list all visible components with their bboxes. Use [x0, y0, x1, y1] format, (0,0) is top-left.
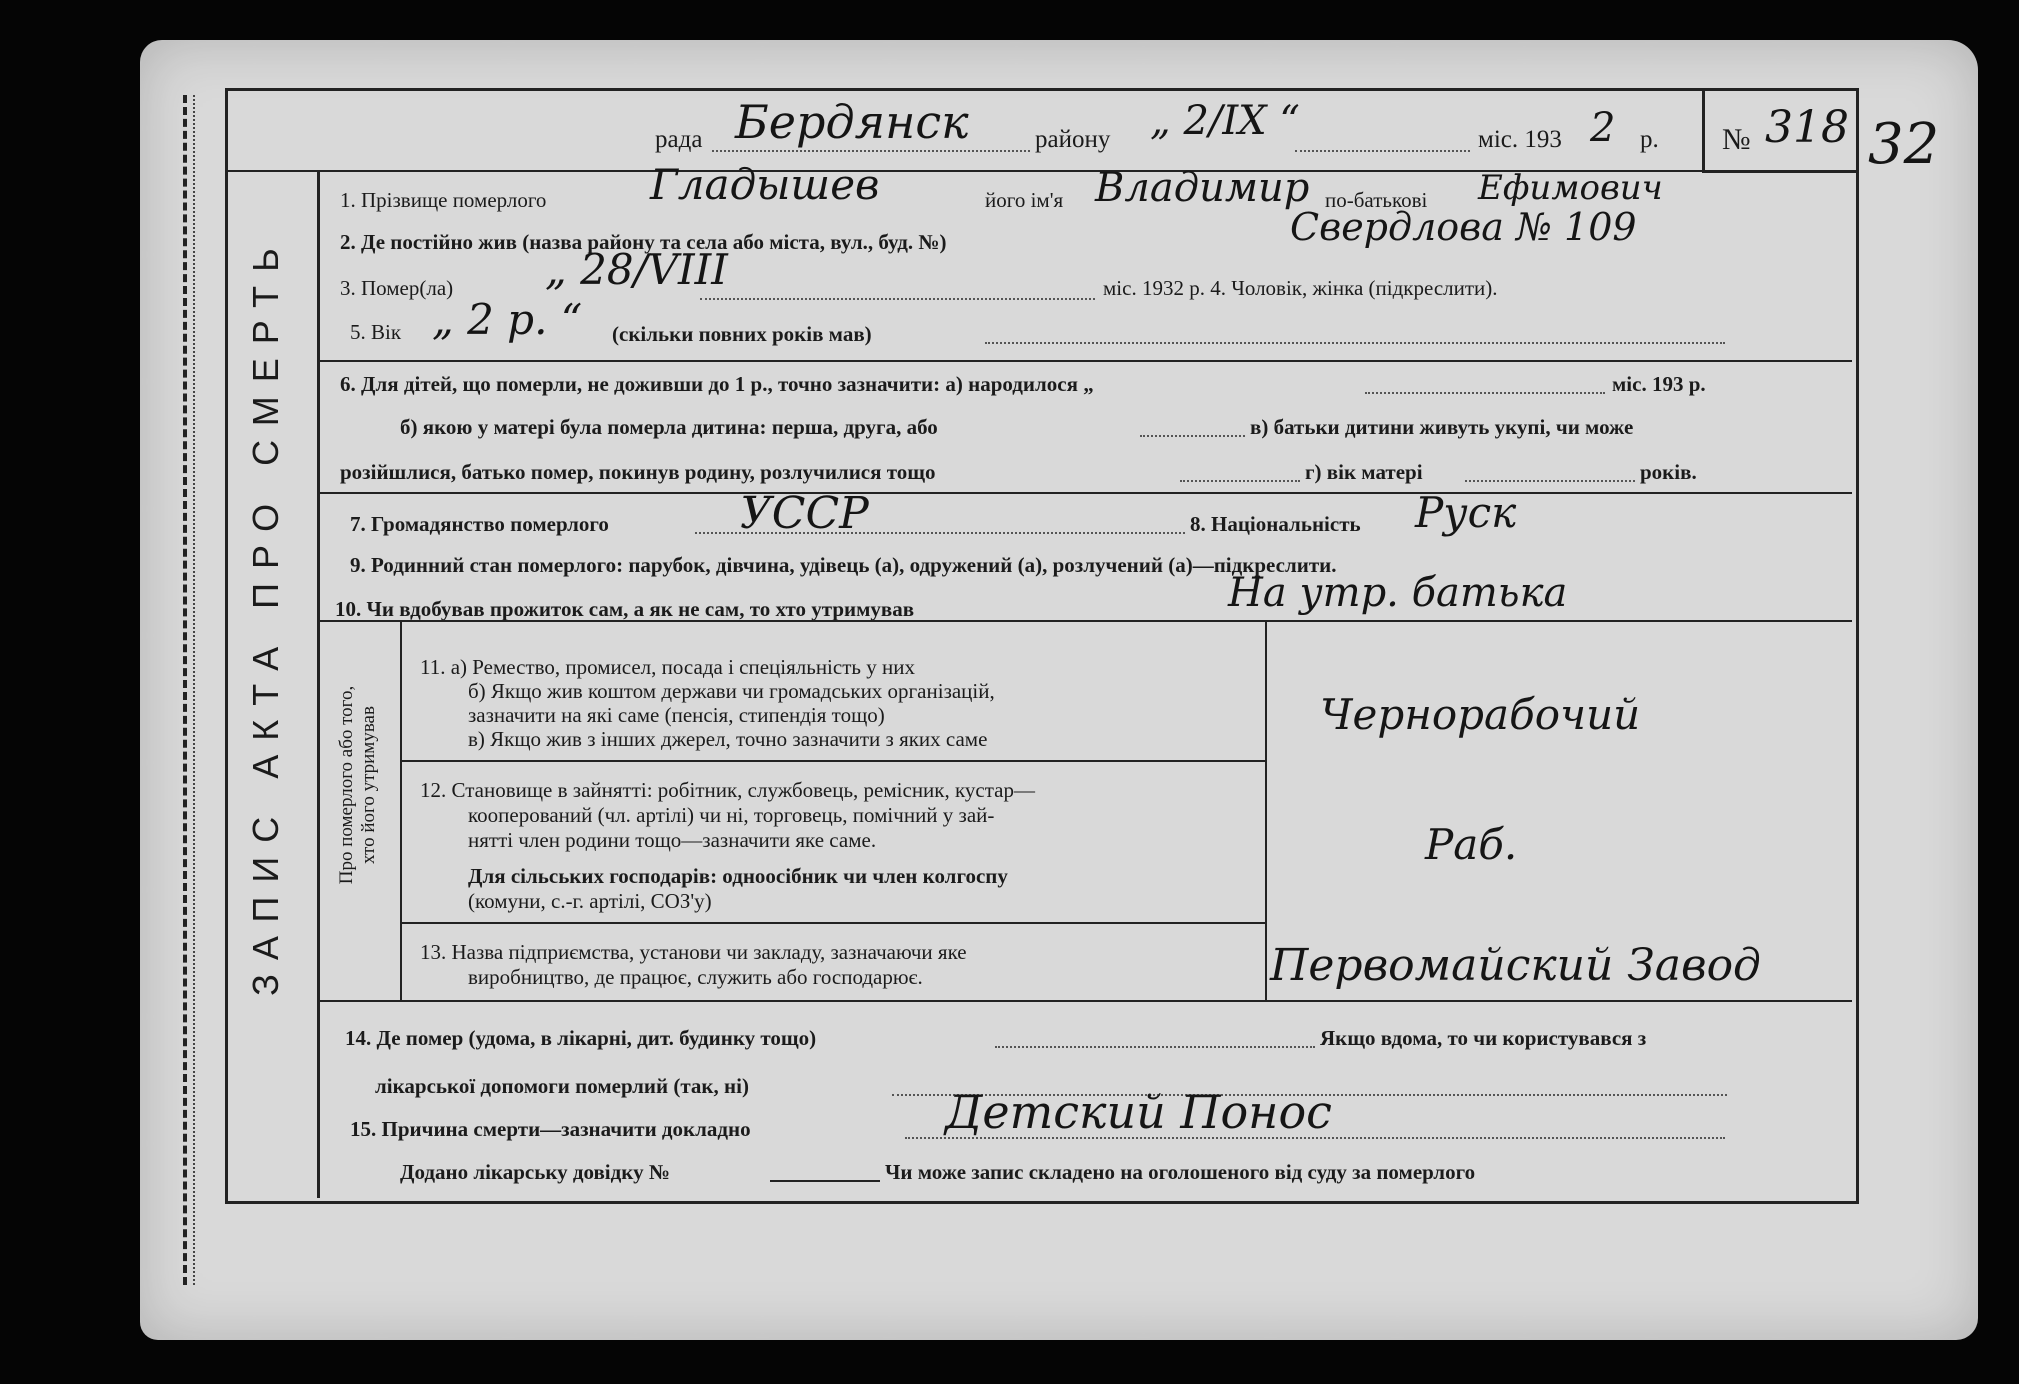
- field-6-line-3-end: років.: [1640, 460, 1697, 484]
- field-9-label: 9. Родинний стан померлого: парубок, дівчина, удівець (а), одружений (а), розлучений (а)—підкреслити.: [350, 553, 1337, 577]
- month-label: міс. 193: [1478, 126, 1562, 153]
- field-11-a: 11. а) Ремество, промисел, посада і спеціяльність у них: [420, 655, 915, 679]
- field-12-line-3: нятті член родини тощо—зазначити яке саме.: [468, 828, 877, 852]
- field-6-line-1: 6. Для дітей, що померли, не доживши до 1 р., точно зазначити: а) народилося „: [340, 372, 1094, 396]
- field-14-line-1: 14. Де помер (удома, в лікарні, дит. будинку тощо): [345, 1026, 817, 1050]
- year-digit: 2: [1590, 105, 1616, 151]
- divider-14: [317, 1000, 1852, 1002]
- field-6-line-2: б) якою у матері була померла дитина: перша, друга, або: [400, 415, 938, 439]
- field-5-value: „ 2 р. “: [432, 295, 583, 344]
- number-value: 318: [1765, 102, 1849, 153]
- field-11-c: в) Якщо жив з інших джерел, точно зазначити з яких саме: [468, 727, 988, 751]
- field-2-label: 2. Де постійно жив (назва району та села або міста, вул., буд. №): [340, 230, 947, 254]
- rada-value: Бердянск: [735, 95, 969, 149]
- field-3-line: [700, 298, 1095, 300]
- field-13-line-2: виробництво, де працює, служить або господарює.: [468, 965, 923, 989]
- field-15-value: Детский Понос: [945, 1085, 1332, 1139]
- field-5-rest: (скільки повних років мав): [612, 322, 872, 346]
- year-suffix: р.: [1640, 126, 1659, 153]
- field-6-line-3: розійшлися, батько помер, покинув родину, розлучилися тощо: [340, 460, 936, 484]
- side-label-line-1: Про померлого або того,: [336, 685, 357, 885]
- perforation-dots: [193, 95, 195, 1285]
- field-14-line-2: лікарської допомоги померлий (так, ні): [375, 1074, 749, 1098]
- divider-13: [400, 922, 1265, 924]
- field-1-label: 1. Прізвище померлого: [340, 188, 547, 212]
- field-1-patronymic: Ефимович: [1478, 168, 1663, 208]
- subtable-value-border: [1265, 620, 1267, 1000]
- footer-court-note: Чи може запис складено на оголошеного від суду за померлого: [885, 1160, 1476, 1184]
- field-5-label: 5. Вік: [350, 320, 402, 344]
- field-7-line: [695, 532, 1185, 534]
- field-7-value: УССР: [740, 488, 869, 539]
- divider-6: [317, 360, 1852, 362]
- field-15-label: 15. Причина смерти—зазначити докладно: [350, 1117, 751, 1141]
- field-2-value: Свердлова № 109: [1290, 205, 1637, 249]
- field-11-b2: зазначити на які саме (пенсія, стипендія тощо): [468, 703, 885, 727]
- field-12-line-2: кооперований (чл. артілі) чи ні, торговець, помічний у зай-: [468, 803, 995, 827]
- field-10-value: На утр. батька: [1228, 570, 1568, 616]
- rada-label: рада: [655, 126, 703, 153]
- field-6-line-2-blank: [1140, 435, 1245, 437]
- field-6-line-2-end: в) батьки дитини живуть укупі, чи може: [1250, 415, 1634, 439]
- field-5-line: [985, 342, 1725, 344]
- field-13-line-1: 13. Назва підприємства, установи чи закладу, зазначаючи яке: [420, 940, 967, 964]
- field-11-value: Чернорабочий: [1320, 690, 1641, 739]
- field-6-line-1-blank: [1365, 392, 1605, 394]
- field-14-line-1-blank: [995, 1046, 1315, 1048]
- side-label-line-2: хто його утримував: [358, 706, 379, 864]
- field-12-line-1: 12. Становище в зайнятті: робітник, службовець, ремісник, кустар—: [420, 778, 1035, 802]
- raion-line: [1295, 150, 1470, 152]
- field-1-name: Владимир: [1095, 165, 1310, 211]
- field-6-line-3-blank: [1180, 480, 1300, 482]
- subtable-side-label: [336, 605, 402, 965]
- field-6-line-3-blank-2: [1465, 480, 1635, 482]
- field-12-line-5: (комуни, с.-г. артілі, СОЗ'у): [468, 889, 712, 913]
- footer-attachment-blank: [770, 1180, 880, 1182]
- field-8-value: Руск: [1415, 488, 1517, 537]
- footer-attachment: Додано лікарську довідку №: [400, 1160, 670, 1184]
- field-1-patronymic-label: по-батькові: [1325, 188, 1428, 212]
- rada-line: [712, 150, 1030, 152]
- number-label: №: [1722, 123, 1751, 156]
- divider-11: [317, 620, 1852, 622]
- field-12-line-4: Для сільських господарів: одноосібник чи член колгоспу: [468, 864, 1008, 888]
- field-6-line-3-mid: г) вік матері: [1305, 460, 1423, 484]
- field-8-label: 8. Національність: [1190, 512, 1361, 536]
- divider-12: [400, 760, 1265, 762]
- raion-value: „ 2/IX “: [1150, 98, 1300, 144]
- field-15-line: [905, 1137, 1725, 1139]
- field-14-line-1-end: Якщо вдома, то чи користувався з: [1320, 1026, 1647, 1050]
- field-10-label: 10. Чи вдобував прожиток сам, а як не сам, то хто утримував: [335, 597, 915, 621]
- field-12-value: Раб.: [1425, 820, 1518, 869]
- field-6-line-1-end: міс. 193 р.: [1612, 372, 1706, 396]
- field-3-label: 3. Помер(ла): [340, 276, 454, 300]
- divider-7: [317, 492, 1852, 494]
- raion-label: району: [1035, 126, 1111, 153]
- field-1-name-label: його ім'я: [985, 188, 1064, 212]
- spine-title: ЗАПИС АКТА ПРО СМЕРТЬ: [245, 234, 286, 996]
- field-1-surname: Гладышев: [650, 160, 880, 209]
- field-13-value: Первомайский Завод: [1270, 940, 1761, 991]
- margin-number: 32: [1868, 112, 1940, 177]
- field-3-value: „ 28/VIII: [545, 245, 728, 294]
- field-7-label: 7. Громадянство померлого: [350, 512, 609, 536]
- field-3-rest: міс. 1932 р. 4. Чоловік, жінка (підкреслити).: [1103, 276, 1498, 300]
- perforation-line: [183, 95, 187, 1285]
- field-11-b: б) Якщо жив коштом держави чи громадських організацій,: [468, 679, 995, 703]
